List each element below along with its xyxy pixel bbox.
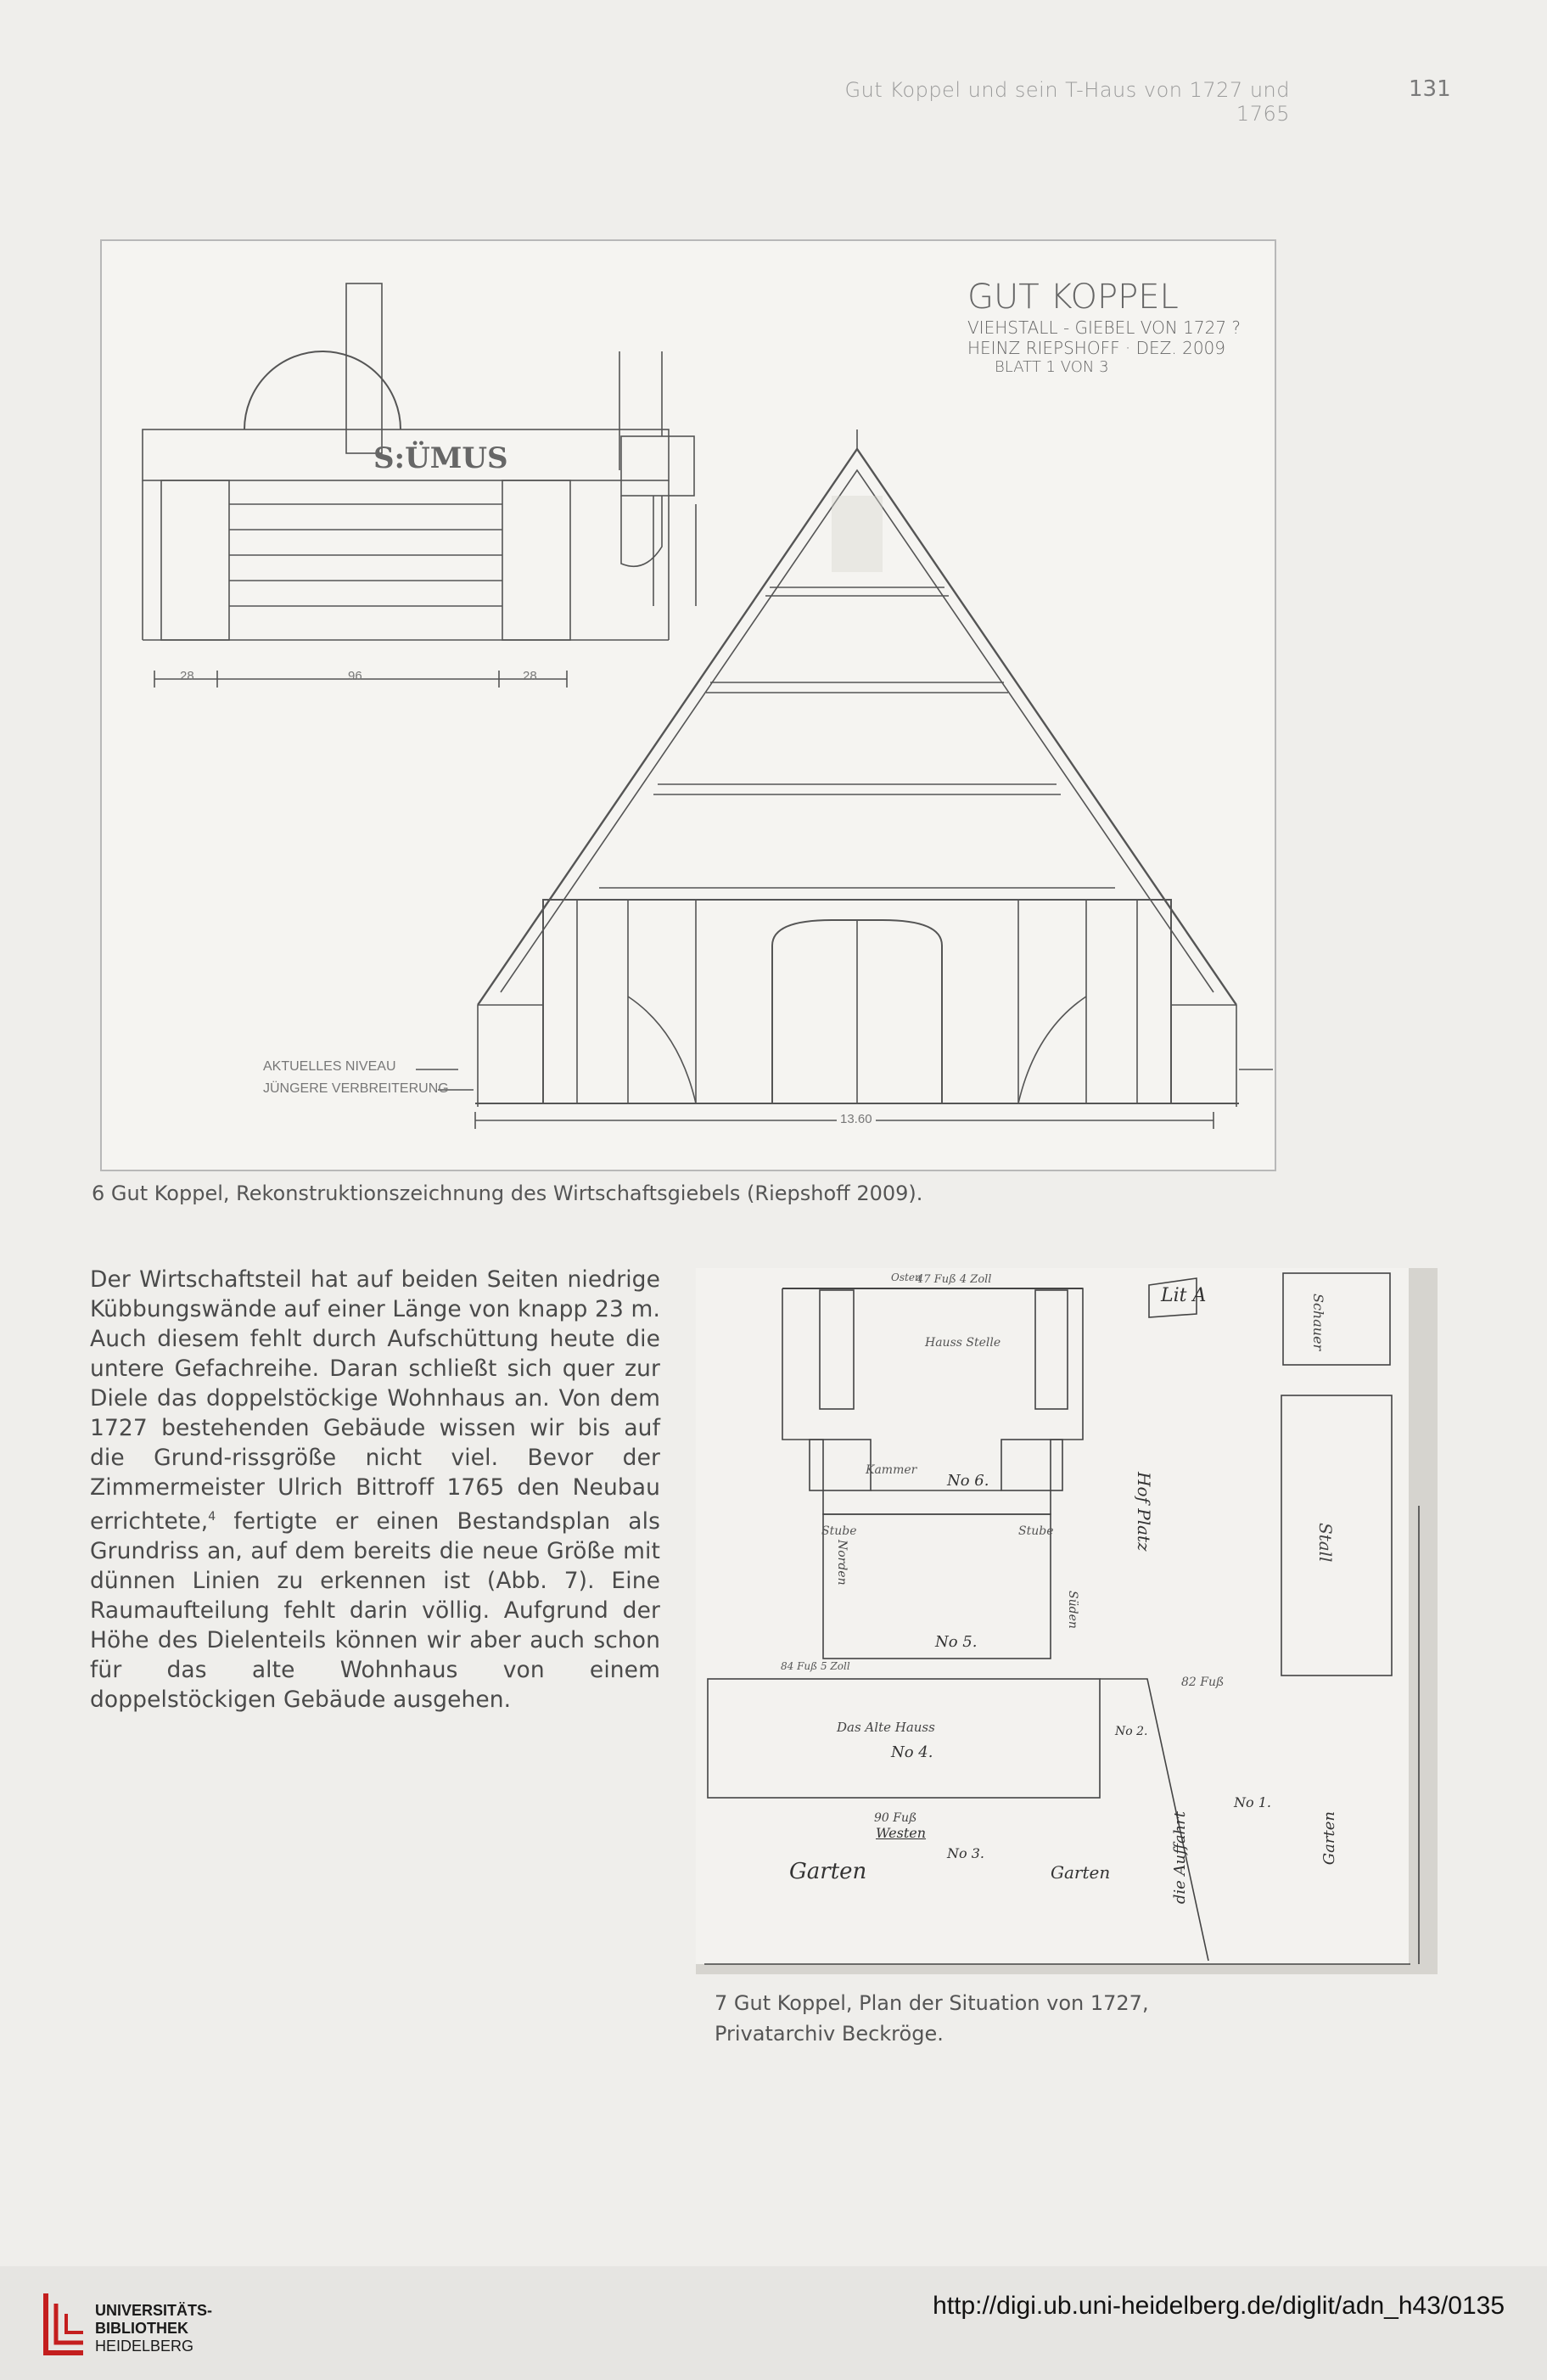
label-schauer: Schauer (1310, 1294, 1326, 1351)
label-dimension-right: 82 Fuß (1181, 1676, 1225, 1689)
label-lit-a: Lit A (1161, 1285, 1207, 1306)
label-dimension-bottom: 90 Fuß (874, 1811, 917, 1825)
footnote-reference: 4 (208, 1510, 216, 1524)
label-no6: No 6. (947, 1472, 989, 1490)
library-name-line3: HEIDELBERG (95, 2338, 194, 2355)
label-garten-left: Garten (789, 1859, 867, 1884)
figure-7-caption: 7 Gut Koppel, Plan der Situation von 1727, Privatarchiv Beckröge. (715, 1991, 1149, 2046)
label-sueden: Süden (1066, 1591, 1079, 1629)
page-number: 131 (1409, 76, 1451, 102)
label-dimension-mid: 84 Fuß 5 Zoll (781, 1660, 850, 1672)
title-block-line3: HEINZ RIEPSHOFF · DEZ. 2009 (967, 338, 1225, 358)
label-hauss-stelle: Hauss Stelle (925, 1336, 1001, 1350)
overall-width-dimension: 13.60 (837, 1112, 876, 1126)
label-hof-platz: Hof Platz (1134, 1472, 1154, 1552)
dimension-middle: 96 (348, 669, 362, 683)
figure-7-site-plan (696, 1268, 1438, 1974)
label-younger-extension: JÜNGERE VERBREITERUNG (263, 1081, 449, 1096)
body-text-part2: fertigte er einen Bestandsplan als Grundriss an, auf dem bereits die neue Größe mit dünnen Linien zu erkennen ist (Abb. 7). Eine Raumaufteilung fehlt darin völlig. Aufgrund der Höhe des Dielenteils können wir aber auch schon für das alte Wohnhaus von einem doppelstöckigen Gebäude ausgehen. (90, 1507, 660, 1713)
label-osten: Osten (891, 1271, 922, 1283)
label-norden: Norden (835, 1540, 849, 1586)
running-title: Gut Koppel und sein T-Haus von 1727 und 1765 (844, 78, 1290, 126)
footer-bar (0, 2266, 1547, 2380)
dimension-left: 28 (180, 669, 194, 683)
library-name-line2: BIBLIOTHEK (95, 2320, 188, 2337)
label-stube-right: Stube (1018, 1524, 1054, 1538)
title-block-line1: GUT KOPPEL (967, 278, 1179, 317)
title-block-line2: VIEHSTALL - GIEBEL VON 1727 ? (967, 317, 1242, 338)
beam-inscription: S:ÜMUS (373, 441, 508, 475)
label-stube-left: Stube (821, 1524, 857, 1538)
library-name-line1: UNIVERSITÄTS- (95, 2302, 213, 2319)
dimension-right: 28 (523, 669, 537, 683)
label-current-level: AKTUELLES NIVEAU (263, 1059, 396, 1074)
figure-6-gable-drawing (100, 239, 1276, 1171)
label-garten-far: Garten (1320, 1811, 1338, 1866)
label-no1: No 1. (1234, 1794, 1271, 1810)
label-garten-right: Garten (1051, 1862, 1111, 1883)
label-no2: No 2. (1115, 1725, 1148, 1738)
library-name (95, 2302, 212, 2355)
permalink-url[interactable]: http://digi.ub.uni-heidelberg.de/diglit/adn_h43/0135 (933, 2292, 1505, 2320)
body-paragraph (90, 1265, 660, 1715)
label-no4: No 4. (891, 1743, 933, 1761)
label-stall: Stall (1315, 1523, 1336, 1563)
title-block-line4: BLATT 1 VON 3 (995, 358, 1109, 376)
label-das-alte-hauss: Das Alte Hauss (837, 1720, 935, 1735)
label-dimension-top: 47 Fuß 4 Zoll (916, 1273, 992, 1286)
gable-elevation-drawing (102, 241, 1278, 1173)
title-block (967, 277, 1241, 377)
label-westen: Westen (876, 1825, 927, 1841)
figure-6-caption: 6 Gut Koppel, Rekonstruktionszeichnung des Wirtschaftsgiebels (Riepshoff 2009). (92, 1182, 923, 1205)
body-text-part1: Der Wirtschaftsteil hat auf beiden Seiten niedrige Kübbungswände auf einer Länge von knapp 23 m. Auch diesem fehlt durch Aufschüttung heute die untere Gefachreihe. Daran schließt sich quer zur Diele das doppelstöckige Wohnhaus an. Von dem 1727 bestehenden Gebäude wissen wir bis auf die Grund-rissgröße nicht viel. Bevor der Zimmermeister Ulrich Bittroff 1765 den Neubau errichtete, (90, 1266, 660, 1535)
label-no3: No 3. (947, 1845, 984, 1861)
university-library-logo-icon (39, 2285, 90, 2361)
label-die-auffahrt: die Auffahrt (1171, 1811, 1189, 1905)
label-no5: No 5. (935, 1633, 978, 1651)
label-kammer: Kammer (866, 1463, 917, 1477)
